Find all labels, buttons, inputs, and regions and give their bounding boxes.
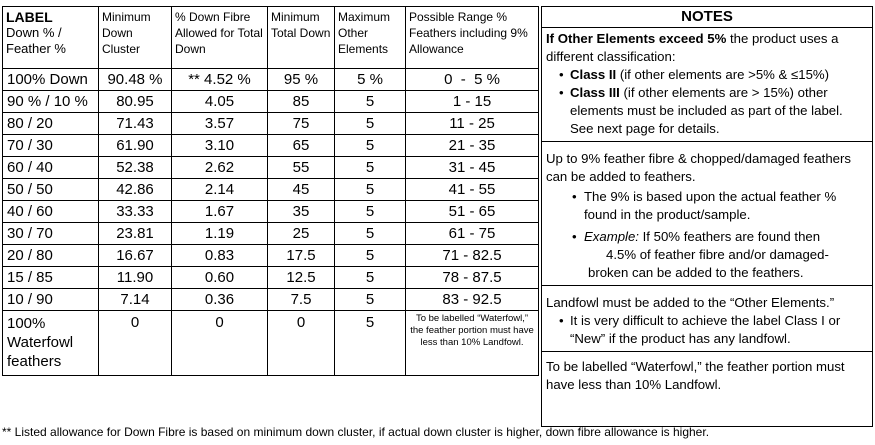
cell-fibre: 3.10	[172, 135, 268, 157]
cell-label: 70 / 30	[3, 135, 99, 157]
header-fibre: % Down Fibre Allowed for Total Down	[172, 7, 268, 69]
cell-total: 25	[268, 223, 335, 245]
cell-other: 5	[335, 245, 406, 267]
cell-fibre: 1.67	[172, 201, 268, 223]
cell-label: 30 / 70	[3, 223, 99, 245]
header-max-other: Maximum Other Elements	[335, 7, 406, 69]
note-landfowl-lead: Landfowl must be added to the “Other Elements.”	[546, 295, 835, 310]
cell-label: 100% Waterfowl feathers	[3, 311, 99, 376]
header-min-cluster: Minimum Down Cluster	[99, 7, 172, 69]
cell-total: 55	[268, 157, 335, 179]
cell-cluster: 33.33	[99, 201, 172, 223]
note-waterfowl	[542, 352, 872, 397]
note-fibre-example-line3: broken can be added to the feathers.	[588, 265, 804, 280]
cell-range: 41 - 55	[406, 179, 539, 201]
cell-fibre: 0.83	[172, 245, 268, 267]
cell-total: 65	[268, 135, 335, 157]
cell-other: 5	[335, 91, 406, 113]
note-fibre-example: • Example: If 50% feathers are found then	[546, 228, 868, 246]
cell-range: 11 - 25	[406, 113, 539, 135]
header-min-total: Minimum Total Down	[268, 7, 335, 69]
table-body	[3, 69, 539, 376]
note-class-ii: • Class II (if other elements are >5% & ≤15%)	[546, 66, 868, 84]
cell-fibre: 3.57	[172, 113, 268, 135]
cell-total: 0	[268, 311, 335, 376]
cell-range: To be labelled “Waterfowl,” the feather portion must have less than 10% Landfowl.	[406, 311, 539, 376]
cell-cluster: 71.43	[99, 113, 172, 135]
note-other-lead: If Other Elements exceed 5% the product uses a different classification:	[546, 31, 839, 64]
cell-label: 15 / 85	[3, 267, 99, 289]
cell-other: 5	[335, 157, 406, 179]
table-row	[3, 201, 539, 223]
cell-fibre: 0.60	[172, 267, 268, 289]
notes-table	[541, 6, 873, 427]
cell-range: 78 - 87.5	[406, 267, 539, 289]
notes-title: NOTES	[542, 7, 873, 28]
cell-other: 5	[335, 223, 406, 245]
cell-total: 17.5	[268, 245, 335, 267]
note-other-elements	[542, 28, 872, 142]
header-range: Possible Range % Feathers including 9% Allowance	[406, 7, 539, 69]
cell-total: 75	[268, 113, 335, 135]
cell-cluster: 7.14	[99, 289, 172, 311]
cell-cluster: 90.48 %	[99, 69, 172, 91]
cell-total: 95 %	[268, 69, 335, 91]
cell-label: 40 / 60	[3, 201, 99, 223]
note-class-iii: • Class III (if other elements are > 15%) other elements must be included as part of the label. See next page for details.	[546, 84, 868, 138]
cell-fibre: ** 4.52 %	[172, 69, 268, 91]
cell-other: 5	[335, 289, 406, 311]
note-fibre-bullet: • The 9% is based upon the actual feather % found in the product/sample.	[546, 188, 868, 224]
cell-other: 5	[335, 179, 406, 201]
cell-cluster: 16.67	[99, 245, 172, 267]
cell-fibre: 2.14	[172, 179, 268, 201]
down-feather-table	[2, 6, 539, 376]
note-landfowl-bullet: • It is very difficult to achieve the label Class I or “New” if the product has any landfowl.	[546, 312, 868, 348]
cell-range: 31 - 45	[406, 157, 539, 179]
cell-range: 61 - 75	[406, 223, 539, 245]
notes-body	[542, 28, 873, 427]
cell-label: 50 / 50	[3, 179, 99, 201]
table-row	[3, 91, 539, 113]
cell-total: 45	[268, 179, 335, 201]
cell-other: 5 %	[335, 69, 406, 91]
table-row	[3, 267, 539, 289]
cell-total: 85	[268, 91, 335, 113]
cell-other: 5	[335, 135, 406, 157]
table-row	[3, 69, 539, 91]
table-row	[3, 223, 539, 245]
cell-range: 83 - 92.5	[406, 289, 539, 311]
note-fibre-example-line2: 4.5% of feather fibre and/or damaged-	[606, 247, 829, 262]
note-fibre-lead: Up to 9% feather fibre & chopped/damaged feathers can be added to feathers.	[546, 151, 851, 184]
cell-other: 5	[335, 267, 406, 289]
table-row	[3, 157, 539, 179]
cell-fibre: 1.19	[172, 223, 268, 245]
table-row	[3, 289, 539, 311]
cell-label: 90 % / 10 %	[3, 91, 99, 113]
header-label	[3, 7, 99, 69]
table-row	[3, 245, 539, 267]
cell-label: 20 / 80	[3, 245, 99, 267]
cell-other: 5	[335, 113, 406, 135]
table-row	[3, 135, 539, 157]
cell-fibre: 4.05	[172, 91, 268, 113]
table-row	[3, 179, 539, 201]
cell-range: 1 - 15	[406, 91, 539, 113]
cell-cluster: 52.38	[99, 157, 172, 179]
footnote: ** Listed allowance for Down Fibre is based on minimum down cluster, if actual down cluster is higher, down fibre allowance is higher.	[2, 425, 710, 439]
header-label-main: LABEL	[6, 9, 53, 25]
cell-range: 51 - 65	[406, 201, 539, 223]
cell-cluster: 80.95	[99, 91, 172, 113]
cell-cluster: 42.86	[99, 179, 172, 201]
note-waterfowl-text: To be labelled “Waterfowl,” the feather portion must have less than 10% Landfowl.	[546, 359, 845, 392]
cell-cluster: 23.81	[99, 223, 172, 245]
cell-label: 60 / 40	[3, 157, 99, 179]
cell-label: 80 / 20	[3, 113, 99, 135]
cell-range: 0 - 5 %	[406, 69, 539, 91]
cell-cluster: 61.90	[99, 135, 172, 157]
cell-total: 7.5	[268, 289, 335, 311]
cell-total: 12.5	[268, 267, 335, 289]
table-row	[3, 113, 539, 135]
cell-cluster: 0	[99, 311, 172, 376]
note-landfowl	[542, 286, 872, 352]
cell-cluster: 11.90	[99, 267, 172, 289]
cell-label: 10 / 90	[3, 289, 99, 311]
cell-range: 21 - 35	[406, 135, 539, 157]
cell-fibre: 2.62	[172, 157, 268, 179]
cell-fibre: 0	[172, 311, 268, 376]
cell-other: 5	[335, 311, 406, 376]
table-row-waterfowl	[3, 311, 539, 376]
note-feather-fibre	[542, 142, 872, 286]
cell-total: 35	[268, 201, 335, 223]
cell-other: 5	[335, 201, 406, 223]
cell-range: 71 - 82.5	[406, 245, 539, 267]
cell-label: 100% Down	[3, 69, 99, 91]
cell-fibre: 0.36	[172, 289, 268, 311]
header-label-sub: Down % / Feather %	[6, 25, 66, 56]
table-header-row	[3, 7, 539, 69]
